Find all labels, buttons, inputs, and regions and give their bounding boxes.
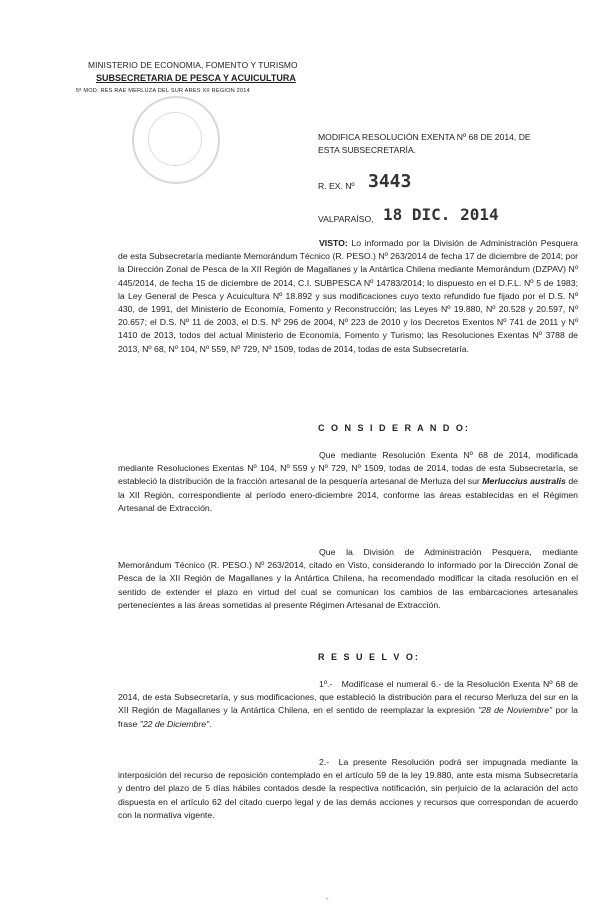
species-name: Merluccius australis [482,476,566,487]
official-seal-stamp [132,96,220,184]
item-1-number: 1º.- [319,679,333,689]
rex-number: 3443 [368,171,412,192]
resuelvo-item-1: 1º.- Modifícase el numeral 6.- de la Resolución Exenta Nº 68 de 2014, de esta Subsecretaría, y sus modificaciones, que estableció la distribución para el recurso Merluza del sur en la XII Región de Magallanes y la Antártica Chilena, en el sentido de reemplazar la expresión "28 de Noviembre" por la frase "22 de Diciembre". [118,679,579,729]
visto-paragraph [118,237,578,356]
considerando-heading: C O N S I D E R A N D O: [318,423,470,433]
visto-text: Lo informado por la División de Administración Pesquera de esta Subsecretaría mediante Memorándum Técnico (R. PESO.) Nº 263/2014 de fecha 17 de diciembre de 2014; por la Dirección Zonal de Pesca de la XII Región de Magallanes y la Antártica Chilena mediante Memorándum (DZPAV) Nº 445/2014, de fecha 15 de diciembre de 2014, C.I. SUBPESCA Nº 14783/2014; lo dispuesto en el D.F.L. Nº 5 de 1983; la Ley General de Pesca y Acuicultura Nº 18.892 y sus modificaciones cuyo texto refundido fue fijado por el D.S. Nº 430, de 1991, del Ministerio de Economía, Fomento y Reconstrucción; las Leyes Nº 19.880, Nº 20.528 y 20.597, Nº 20.657; el D.S. Nº 11 de 2003, el D.S. Nº 296 de 2004, Nº 223 de 2010 y los Decretos Exentos Nº 741 de 2011 y Nº 1410 de 2013, todos del actual Ministerio de Economía, Fomento y Turismo; las Resoluciones Exentas Nº 3788 de 2013, Nº 68, Nº 104, Nº 559, Nº 729, Nº 1509, todas de 2014, todas de esta Subsecretaría. [118,238,578,354]
item-2-number: 2.- [319,757,330,767]
resuelvo-heading: R E S U E L V O: [318,652,420,662]
reference-line-1: MODIFICA RESOLUCIÓN EXENTA Nº 68 DE 2014, DE [318,132,531,142]
considerando-paragraph-2: Que la División de Administración Pesquera, mediante Memorándum Técnico (R. PESO.) Nº 263/2014, citado en Visto, considerando lo informado por la Dirección Zonal de Pesca de la XII Región de Magallanes y la Antártica Chilena, ha recomendado modificar la citada resolución en el sentido de extender el plazo en virtud del cual se comunican los cambios de las embarcaciones artesanales pertenecientes a las áreas sometidas al presente Régimen Artesanal de Extracción. [118,547,578,610]
visto-label: VISTO: [319,238,348,248]
page-footer-mark: - [326,894,329,903]
rex-label: R. EX. Nº [318,181,355,191]
reference-line-2: ESTA SUBSECRETARÍA. [318,145,417,155]
place-label: VALPARAÍSO, [318,214,374,224]
considerando-paragraph-1: Que mediante Resolución Exenta Nº 68 de 2014, modificada mediante Resoluciones Exentas Nº 104, Nº 559 y Nº 729, Nº 1509, todas de 2014, todas de esta Subsecretaría, se estableció la distribución de la fracción artesanal de la pesquería artesanal de Merluza del sur Merluccius australis de la XII Región, correspondiente al período enero-diciembre 2014, conforme las áreas establecidas en el Régimen Artesanal de Extracción. [118,450,578,513]
resuelvo-item-2: 2.- La presente Resolución podrá ser impugnada mediante la interposición del recurso de reposición contemplado en el artículo 59 de la ley 19.880, ante esta misma Subsecretaría y dentro del plazo de 5 días hábiles contados desde la respectiva notificación, sin perjuicio de la aclaración del acto dispuesta en el artículo 62 del citado cuerpo legal y de las demás acciones y recursos que correspondan de acuerdo con la normativa vigente. [118,757,579,820]
document-subtitle: 5ª MOD. RES RAE MERLUZA DEL SUR ARES XII REGION 2014 [76,88,250,94]
resolution-date: 18 DIC. 2014 [383,205,499,224]
subsecretaria-name: SUBSECRETARIA DE PESCA Y ACUICULTURA [96,73,296,83]
ministry-name: MINISTERIO DE ECONOMIA, FOMENTO Y TURISMO [88,60,298,70]
